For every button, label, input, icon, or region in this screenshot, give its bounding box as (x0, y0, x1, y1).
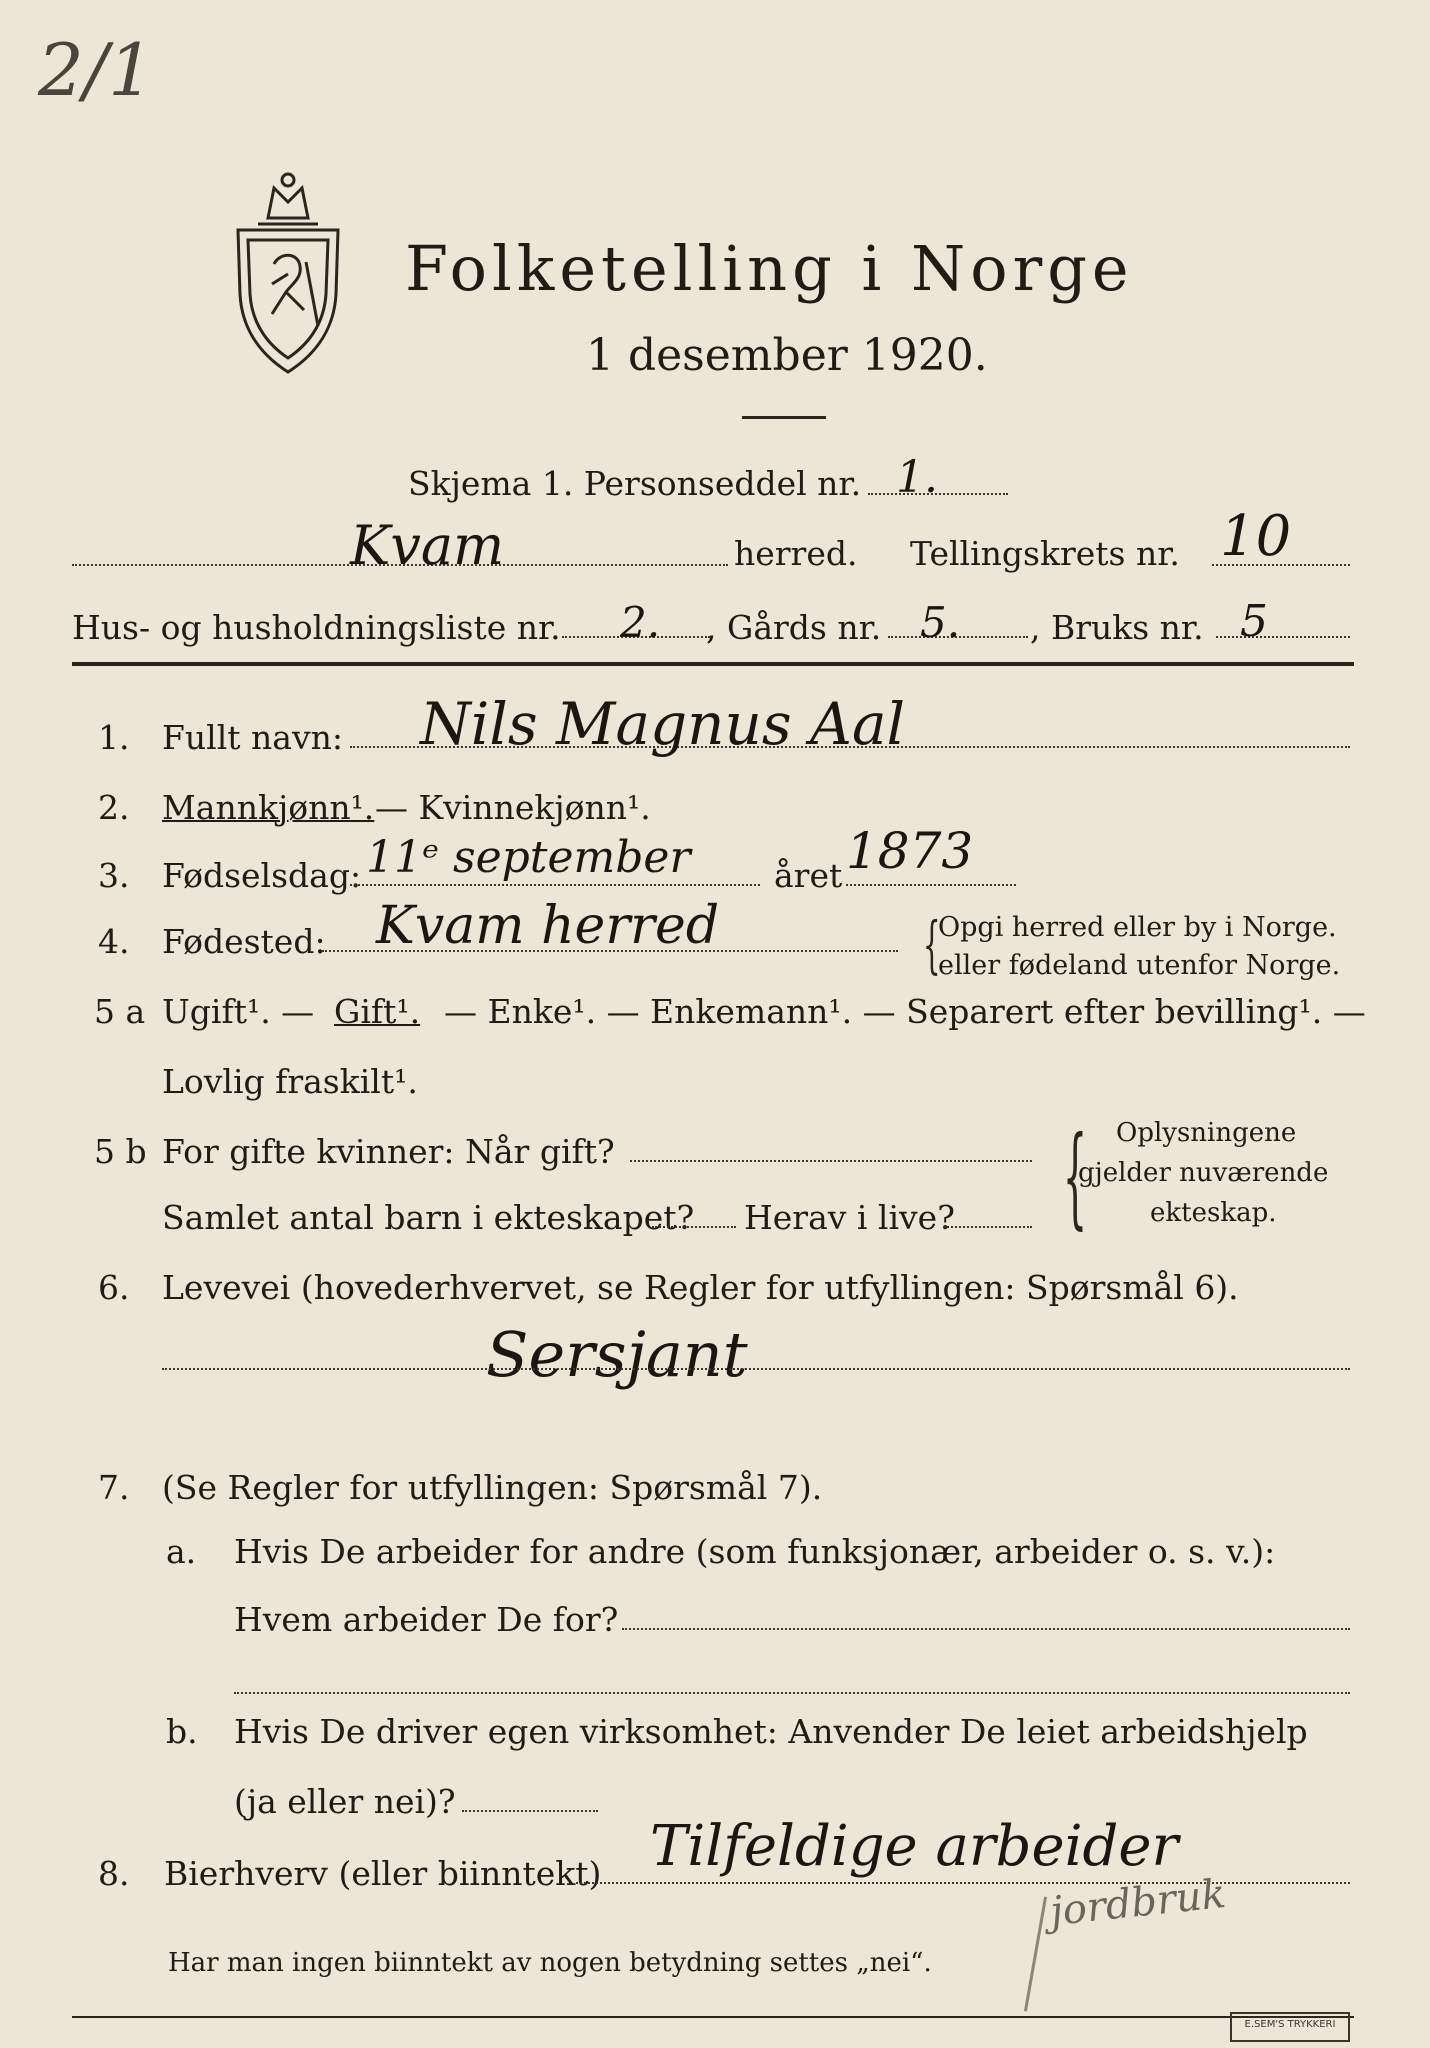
q7b-letter: b. (166, 1712, 198, 1751)
q5b-note-1: Oplysningene (1116, 1118, 1297, 1148)
census-date: 1 desember 1920. (586, 330, 988, 381)
herred-value: Kvam (350, 514, 505, 577)
title-rule (742, 416, 826, 419)
form-title: Folketelling i Norge (405, 232, 1134, 305)
q5b-brace: { (1062, 1112, 1088, 1240)
birth-year-value: 1873 (846, 822, 974, 880)
q5a-number: 5 a (94, 992, 146, 1031)
q8-number: 8. (98, 1854, 130, 1893)
q6-label: Levevei (hovederhvervet, se Regler for utfyllingen: Spørsmål 6). (162, 1268, 1239, 1307)
q8-fill-line (576, 1882, 1350, 1884)
footer-note: Har man ingen biinntekt av nogen betydning settes „nei“. (168, 1948, 932, 1978)
q1-number: 1. (98, 718, 130, 757)
q2-rest: — Kvinnekjønn¹. (375, 788, 651, 827)
birth-date-value: 11ᵉ september (366, 832, 691, 883)
pencil-stroke (1024, 1897, 1047, 2012)
q7b-label-2: (ja eller nei)? (234, 1782, 456, 1821)
schema-fill-line (868, 493, 1008, 495)
q3-fill-line (350, 884, 760, 886)
q7a-label: Hvis De arbeider for andre (som funksjonær, arbeider o. s. v.): (234, 1532, 1276, 1571)
q5b-number: 5 b (94, 1132, 147, 1171)
q7b-label: Hvis De driver egen virksomhet: Anvender De leiet arbeidshjelp (234, 1712, 1308, 1751)
gards-label: , Gårds nr. (706, 608, 882, 647)
q7a-fill-line-1 (622, 1628, 1350, 1630)
q3-year-label: året (774, 856, 843, 895)
q3-label: Fødselsdag: (162, 856, 362, 895)
bruks-label: , Bruks nr. (1030, 608, 1204, 647)
q4-brace: { (922, 908, 941, 981)
q4-number: 4. (98, 922, 130, 961)
side-income-value: Tilfeldige arbeider (650, 1814, 1179, 1879)
q4-note-2: eller fødeland utenfor Norge. (938, 950, 1341, 981)
schema-label: Skjema 1. Personseddel nr. (408, 464, 862, 503)
hus-label: Hus- og husholdningsliste nr. (72, 608, 561, 647)
birthplace-value: Kvam herred (376, 896, 720, 956)
tellingskrets-value: 10 (1220, 504, 1292, 569)
q5b-label-2: Samlet antal barn i ekteskapet? (162, 1198, 695, 1237)
q1-label: Fullt navn: (162, 718, 343, 757)
q6-number: 6. (98, 1268, 130, 1307)
q7-label: (Se Regler for utfyllingen: Spørsmål 7). (162, 1468, 823, 1507)
corner-note: 2/1 (38, 28, 154, 112)
q4-label: Fødested: (162, 922, 326, 961)
q5b-fill-line-3 (944, 1226, 1032, 1228)
q8-label: Bierhverv (eller biinntekt) (164, 1854, 602, 1893)
printer-mark (1230, 2012, 1350, 2042)
tellingskrets-label: Tellingskrets nr. (910, 534, 1180, 573)
q5a-gift: Gift¹. (334, 992, 421, 1031)
q5b-fill-line-2 (652, 1226, 736, 1228)
q5b-fill-line-1 (630, 1160, 1032, 1162)
coat-of-arms-icon (228, 166, 348, 376)
q7a-fill-line-2 (234, 1692, 1350, 1694)
q7-number: 7. (98, 1468, 130, 1507)
q7a-label-2: Hvem arbeider De for? (234, 1600, 619, 1639)
q7b-fill-line (462, 1810, 598, 1812)
header-rule (72, 662, 1354, 666)
q3-year-fill-line (846, 884, 1016, 886)
q3-number: 3. (98, 856, 130, 895)
occupation-value: Sersjant (486, 1318, 748, 1391)
q7a-letter: a. (166, 1532, 197, 1571)
husholdningsliste-number: 2. (620, 598, 661, 647)
q5b-note-3: ekteskap. (1150, 1198, 1277, 1228)
q6-fill-line (162, 1368, 1350, 1370)
gards-number: 5. (920, 598, 961, 647)
q4-note-1: Opgi herred eller by i Norge. (938, 912, 1337, 943)
q5b-note-2: gjelder nuværende (1078, 1158, 1329, 1188)
q2-male: Mannkjønn¹. (162, 788, 375, 827)
footer-rule (72, 2016, 1354, 2018)
printer-mark-text: E.SEM'S TRYKKERI (1244, 2019, 1336, 2030)
full-name-value: Nils Magnus Aal (420, 690, 906, 758)
bruks-number: 5 (1240, 596, 1268, 647)
herred-label: herred. (734, 534, 858, 573)
side-income-value-2: jordbruk (1048, 1870, 1228, 1936)
bruks-fill-line (1216, 636, 1350, 638)
q5a-rest: — Enke¹. — Enkemann¹. — Separert efter bevilling¹. — (444, 992, 1366, 1031)
q5b-label-1: For gifte kvinner: Når gift? (162, 1132, 615, 1171)
q5b-label-3: Herav i live? (744, 1198, 955, 1237)
q5a-line2: Lovlig fraskilt¹. (162, 1062, 418, 1101)
q5a-ugift: Ugift¹. — (162, 992, 315, 1031)
q2-number: 2. (98, 788, 130, 827)
personseddel-number: 1. (896, 452, 938, 503)
